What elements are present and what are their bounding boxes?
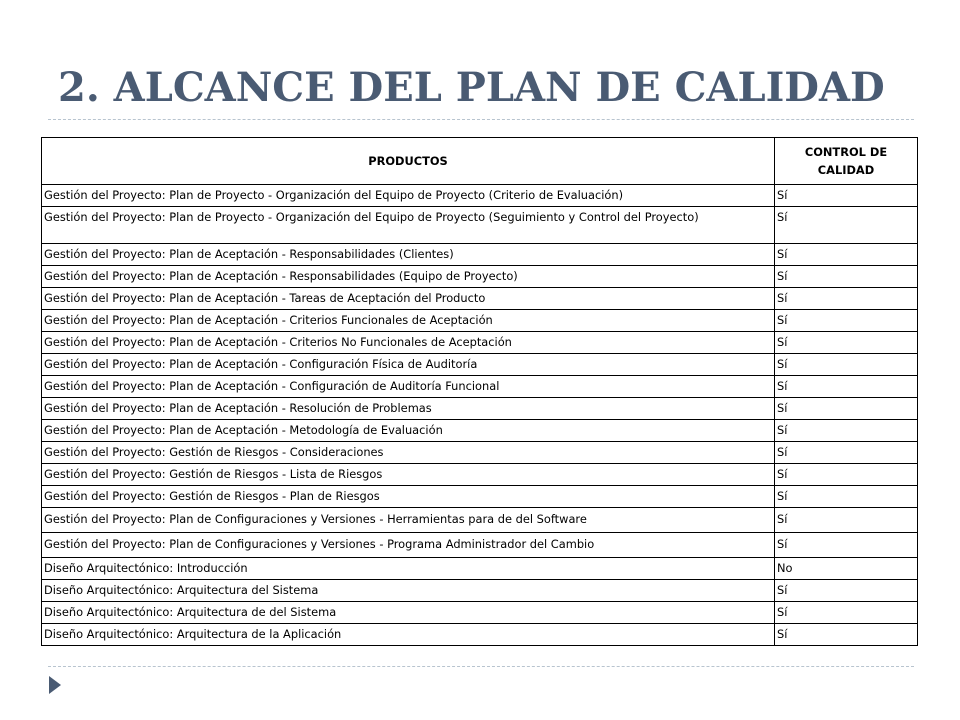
table-row	[42, 486, 918, 508]
product-cell: Diseño Arquitectónico: Arquitectura de la Aplicación	[42, 624, 775, 646]
table-row	[42, 464, 918, 486]
table-row	[42, 420, 918, 442]
product-cell: Gestión del Proyecto: Plan de Aceptación - Configuración de Auditoría Funcional	[42, 376, 775, 398]
control-cell: Sí	[775, 580, 918, 602]
control-cell: Sí	[775, 442, 918, 464]
control-cell: Sí	[775, 624, 918, 646]
control-cell: Sí	[775, 464, 918, 486]
control-cell: Sí	[775, 486, 918, 508]
table-row	[42, 602, 918, 624]
table-row	[42, 580, 918, 602]
table-body	[42, 185, 918, 646]
products-header: PRODUCTOS	[42, 138, 775, 185]
table-row	[42, 266, 918, 288]
product-cell: Gestión del Proyecto: Gestión de Riesgos - Consideraciones	[42, 442, 775, 464]
product-cell: Gestión del Proyecto: Plan de Aceptación - Criterios Funcionales de Aceptación	[42, 310, 775, 332]
control-cell: No	[775, 558, 918, 580]
table-row	[42, 288, 918, 310]
product-cell: Gestión del Proyecto: Plan de Aceptación - Configuración Física de Auditoría	[42, 354, 775, 376]
table-row	[42, 207, 918, 244]
table-row	[42, 332, 918, 354]
product-cell: Gestión del Proyecto: Plan de Configuraciones y Versiones - Herramientas para de del Software	[42, 508, 775, 533]
control-cell: Sí	[775, 354, 918, 376]
table-row	[42, 558, 918, 580]
control-cell: Sí	[775, 244, 918, 266]
control-cell: Sí	[775, 266, 918, 288]
triangle-right-icon	[49, 676, 61, 694]
bottom-divider	[48, 666, 914, 667]
table-row	[42, 398, 918, 420]
table-row	[42, 354, 918, 376]
table-row	[42, 185, 918, 207]
table-row	[42, 533, 918, 558]
title-divider	[48, 119, 914, 120]
product-cell: Gestión del Proyecto: Gestión de Riesgos - Lista de Riesgos	[42, 464, 775, 486]
control-cell: Sí	[775, 508, 918, 533]
product-cell: Gestión del Proyecto: Plan de Configuraciones y Versiones - Programa Administrador del Cambio	[42, 533, 775, 558]
control-cell: Sí	[775, 185, 918, 207]
product-cell: Gestión del Proyecto: Plan de Aceptación - Responsabilidades (Equipo de Proyecto)	[42, 266, 775, 288]
control-cell: Sí	[775, 376, 918, 398]
product-cell: Diseño Arquitectónico: Introducción	[42, 558, 775, 580]
control-cell: Sí	[775, 207, 918, 244]
control-cell: Sí	[775, 288, 918, 310]
table-row	[42, 244, 918, 266]
product-cell: Gestión del Proyecto: Plan de Proyecto - Organización del Equipo de Proyecto (Criterio de Evaluación)	[42, 185, 775, 207]
product-cell: Diseño Arquitectónico: Arquitectura del Sistema	[42, 580, 775, 602]
control-cell: Sí	[775, 533, 918, 558]
slide-title: 2. ALCANCE DEL PLAN DE CALIDAD	[58, 64, 885, 111]
product-cell: Gestión del Proyecto: Plan de Aceptación - Resolución de Problemas	[42, 398, 775, 420]
product-cell: Gestión del Proyecto: Gestión de Riesgos - Plan de Riesgos	[42, 486, 775, 508]
table-header-row	[42, 138, 918, 185]
table-row	[42, 442, 918, 464]
product-cell: Gestión del Proyecto: Plan de Aceptación - Tareas de Aceptación del Producto	[42, 288, 775, 310]
table-row	[42, 508, 918, 533]
table-row	[42, 310, 918, 332]
control-cell: Sí	[775, 420, 918, 442]
product-cell: Gestión del Proyecto: Plan de Aceptación - Metodología de Evaluación	[42, 420, 775, 442]
table-row	[42, 624, 918, 646]
control-cell: Sí	[775, 602, 918, 624]
control-cell: Sí	[775, 310, 918, 332]
control-cell: Sí	[775, 332, 918, 354]
product-cell: Gestión del Proyecto: Plan de Proyecto - Organización del Equipo de Proyecto (Seguimiento y Control del Proyecto)	[42, 207, 775, 244]
product-cell: Gestión del Proyecto: Plan de Aceptación - Responsabilidades (Clientes)	[42, 244, 775, 266]
table-row	[42, 376, 918, 398]
product-cell: Diseño Arquitectónico: Arquitectura de del Sistema	[42, 602, 775, 624]
product-cell: Gestión del Proyecto: Plan de Aceptación - Criterios No Funcionales de Aceptación	[42, 332, 775, 354]
quality-scope-table	[41, 137, 918, 646]
quality-control-header: CONTROL DE CALIDAD	[775, 138, 918, 185]
control-cell: Sí	[775, 398, 918, 420]
